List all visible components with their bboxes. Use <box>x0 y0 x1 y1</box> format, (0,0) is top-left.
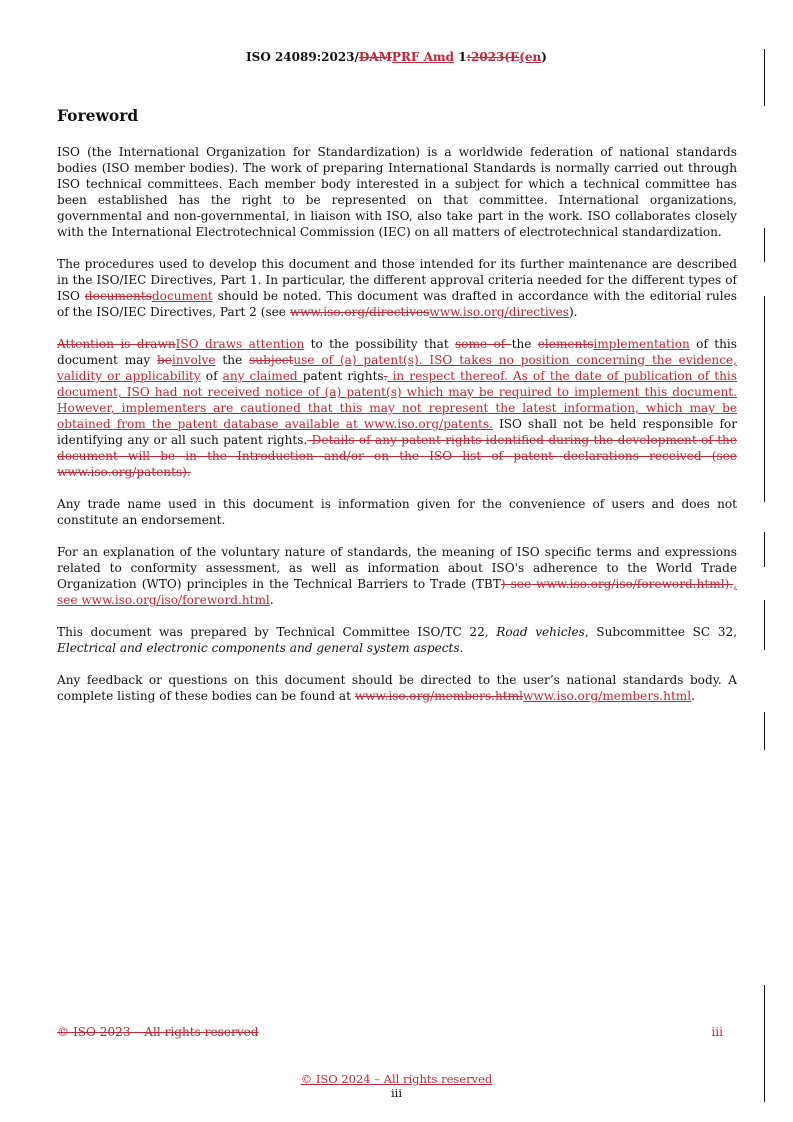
text-run: . <box>269 593 274 607</box>
header-amendment-number: 1 <box>454 50 467 64</box>
section-title: Foreword <box>57 106 139 125</box>
text-run: ). <box>568 305 578 319</box>
committee-title: Road vehicles <box>496 625 585 639</box>
text-run: This document was prepared by Technical Committee ISO/TC 22, <box>57 625 497 639</box>
text-run: ISO shall not be held responsible for identifying any or all such patent rights. <box>57 417 737 447</box>
deleted-footer-page-number: iii <box>711 1025 723 1039</box>
text-run: , Subcommittee SC 32, <box>584 625 738 639</box>
text-run: of this document may <box>57 337 738 367</box>
page-footer <box>0 1072 793 1100</box>
deletion: be <box>157 353 172 367</box>
foreword-link-deleted[interactable]: ) see www.iso.org/iso/foreword.html). <box>500 577 734 591</box>
insertion: document <box>151 289 213 303</box>
text-run: to the possibility that <box>304 337 456 351</box>
deletion: elements <box>537 337 594 351</box>
footer-copyright: © ISO 2024 – All rights reserved <box>300 1072 493 1086</box>
text-run: For an explanation of the voluntary nature of standards, the meaning of ISO specific terms and expressions related to conformity assessment, as well as information about ISO's adherence to the World Trade Organization (WTO) principles in the Technical Barriers to Trade (TBT <box>57 545 737 591</box>
deletion: . <box>383 369 388 383</box>
change-bar <box>764 228 765 262</box>
text-run: the <box>215 353 250 367</box>
text-run: . <box>691 689 695 703</box>
subcommittee-title: Electrical and electronic components and general system aspects <box>57 641 460 655</box>
header-deletion: DAM <box>358 50 392 64</box>
deletion: documents <box>84 289 152 303</box>
directives-link[interactable]: www.iso.org/directives <box>429 305 569 319</box>
text-run: The procedures used to develop this document and those intended for its further maintenance are described in the ISO/IEC Directives, Part 1. In particular, the different approval criteria needed for the different types of ISO <box>57 257 737 303</box>
directives-link-deleted[interactable]: www.iso.org/directives <box>289 305 430 319</box>
header-deletion: :2023(E <box>466 50 520 64</box>
header-prefix: ISO 24089:2023/ <box>246 50 359 64</box>
header-suffix: ) <box>541 50 547 64</box>
change-bar <box>764 532 765 567</box>
text-run: . <box>459 641 464 655</box>
change-bar <box>764 712 765 750</box>
paragraph-procedures <box>57 256 737 320</box>
insertion: ISO draws attention <box>175 337 305 351</box>
header-insertion: (en <box>519 50 542 64</box>
running-header <box>0 49 793 65</box>
deletion: subject <box>249 353 294 367</box>
insertion: any claimed <box>222 369 303 383</box>
change-bar <box>764 296 765 502</box>
deletion: Details of any patent rights identified during the development of the document will be in the Introduction and/or on the ISO list of patent declarations received (see www.iso.org/patents). <box>57 433 738 479</box>
change-bar <box>764 49 765 106</box>
paragraph-committee <box>57 624 737 656</box>
paragraph-iso-intro: ISO (the International Organization for Standardization) is a worldwide federation of national standards bodies (ISO member bodies). The work of preparing International Standards is normally carried out through ISO technical committees. Each member body interested in a subject for which a technical committee has been established has the right to be represented on that committee. International organizations, governmental and non-governmental, in liaison with ISO, also take part in the work. ISO collaborates closely with the International Electrotechnical Commission (IEC) on all matters of electrotechnical standardization. <box>57 145 737 239</box>
members-link-deleted[interactable]: www.iso.org/members.html <box>354 689 523 703</box>
header-insertion: PRF Amd <box>391 50 455 64</box>
text-run: patent rights <box>302 369 384 383</box>
deleted-footer <box>57 1024 723 1040</box>
text-run: Any feedback or questions on this document should be directed to the user’s national standards body. A complete listing of these bodies can be found at <box>57 673 737 703</box>
paragraph-voluntary-nature <box>57 544 737 608</box>
members-link[interactable]: www.iso.org/members.html <box>523 689 692 703</box>
paragraph-patents <box>57 336 737 480</box>
footer-page-number: iii <box>390 1086 403 1100</box>
insertion: in respect thereof. As of the date of publication of this document, ISO had not received notice of (a) patent(s) which may be required to implement this document. However, implementers are cautioned that this may not represent the latest information, which may be obtained from the patent database available at www.iso.org/patents. <box>57 369 737 431</box>
text-run: should be noted. This document was drafted in accordance with the editorial rules of the ISO/IEC Directives, Part 2 (see <box>57 289 737 319</box>
text-run: the <box>511 337 538 351</box>
text-run: of <box>200 369 223 383</box>
insertion: implementation <box>593 337 690 351</box>
paragraph-feedback <box>57 672 737 704</box>
foreword-body <box>57 144 737 720</box>
insertion: use of (a) patent(s). ISO takes no position concerning the evidence, validity or applicability <box>57 353 737 383</box>
foreword-link[interactable]: , see www.iso.org/iso/foreword.html <box>57 577 738 607</box>
paragraph-trade-name: Any trade name used in this document is information given for the convenience of users and does not constitute an endorsement. <box>57 497 737 527</box>
change-bar <box>764 600 765 650</box>
deleted-footer-copyright: © ISO 2023 – All rights reserved <box>57 1025 259 1039</box>
insertion: involve <box>171 353 216 367</box>
deletion: some of <box>455 337 512 351</box>
deletion: Attention is drawn <box>57 337 176 351</box>
